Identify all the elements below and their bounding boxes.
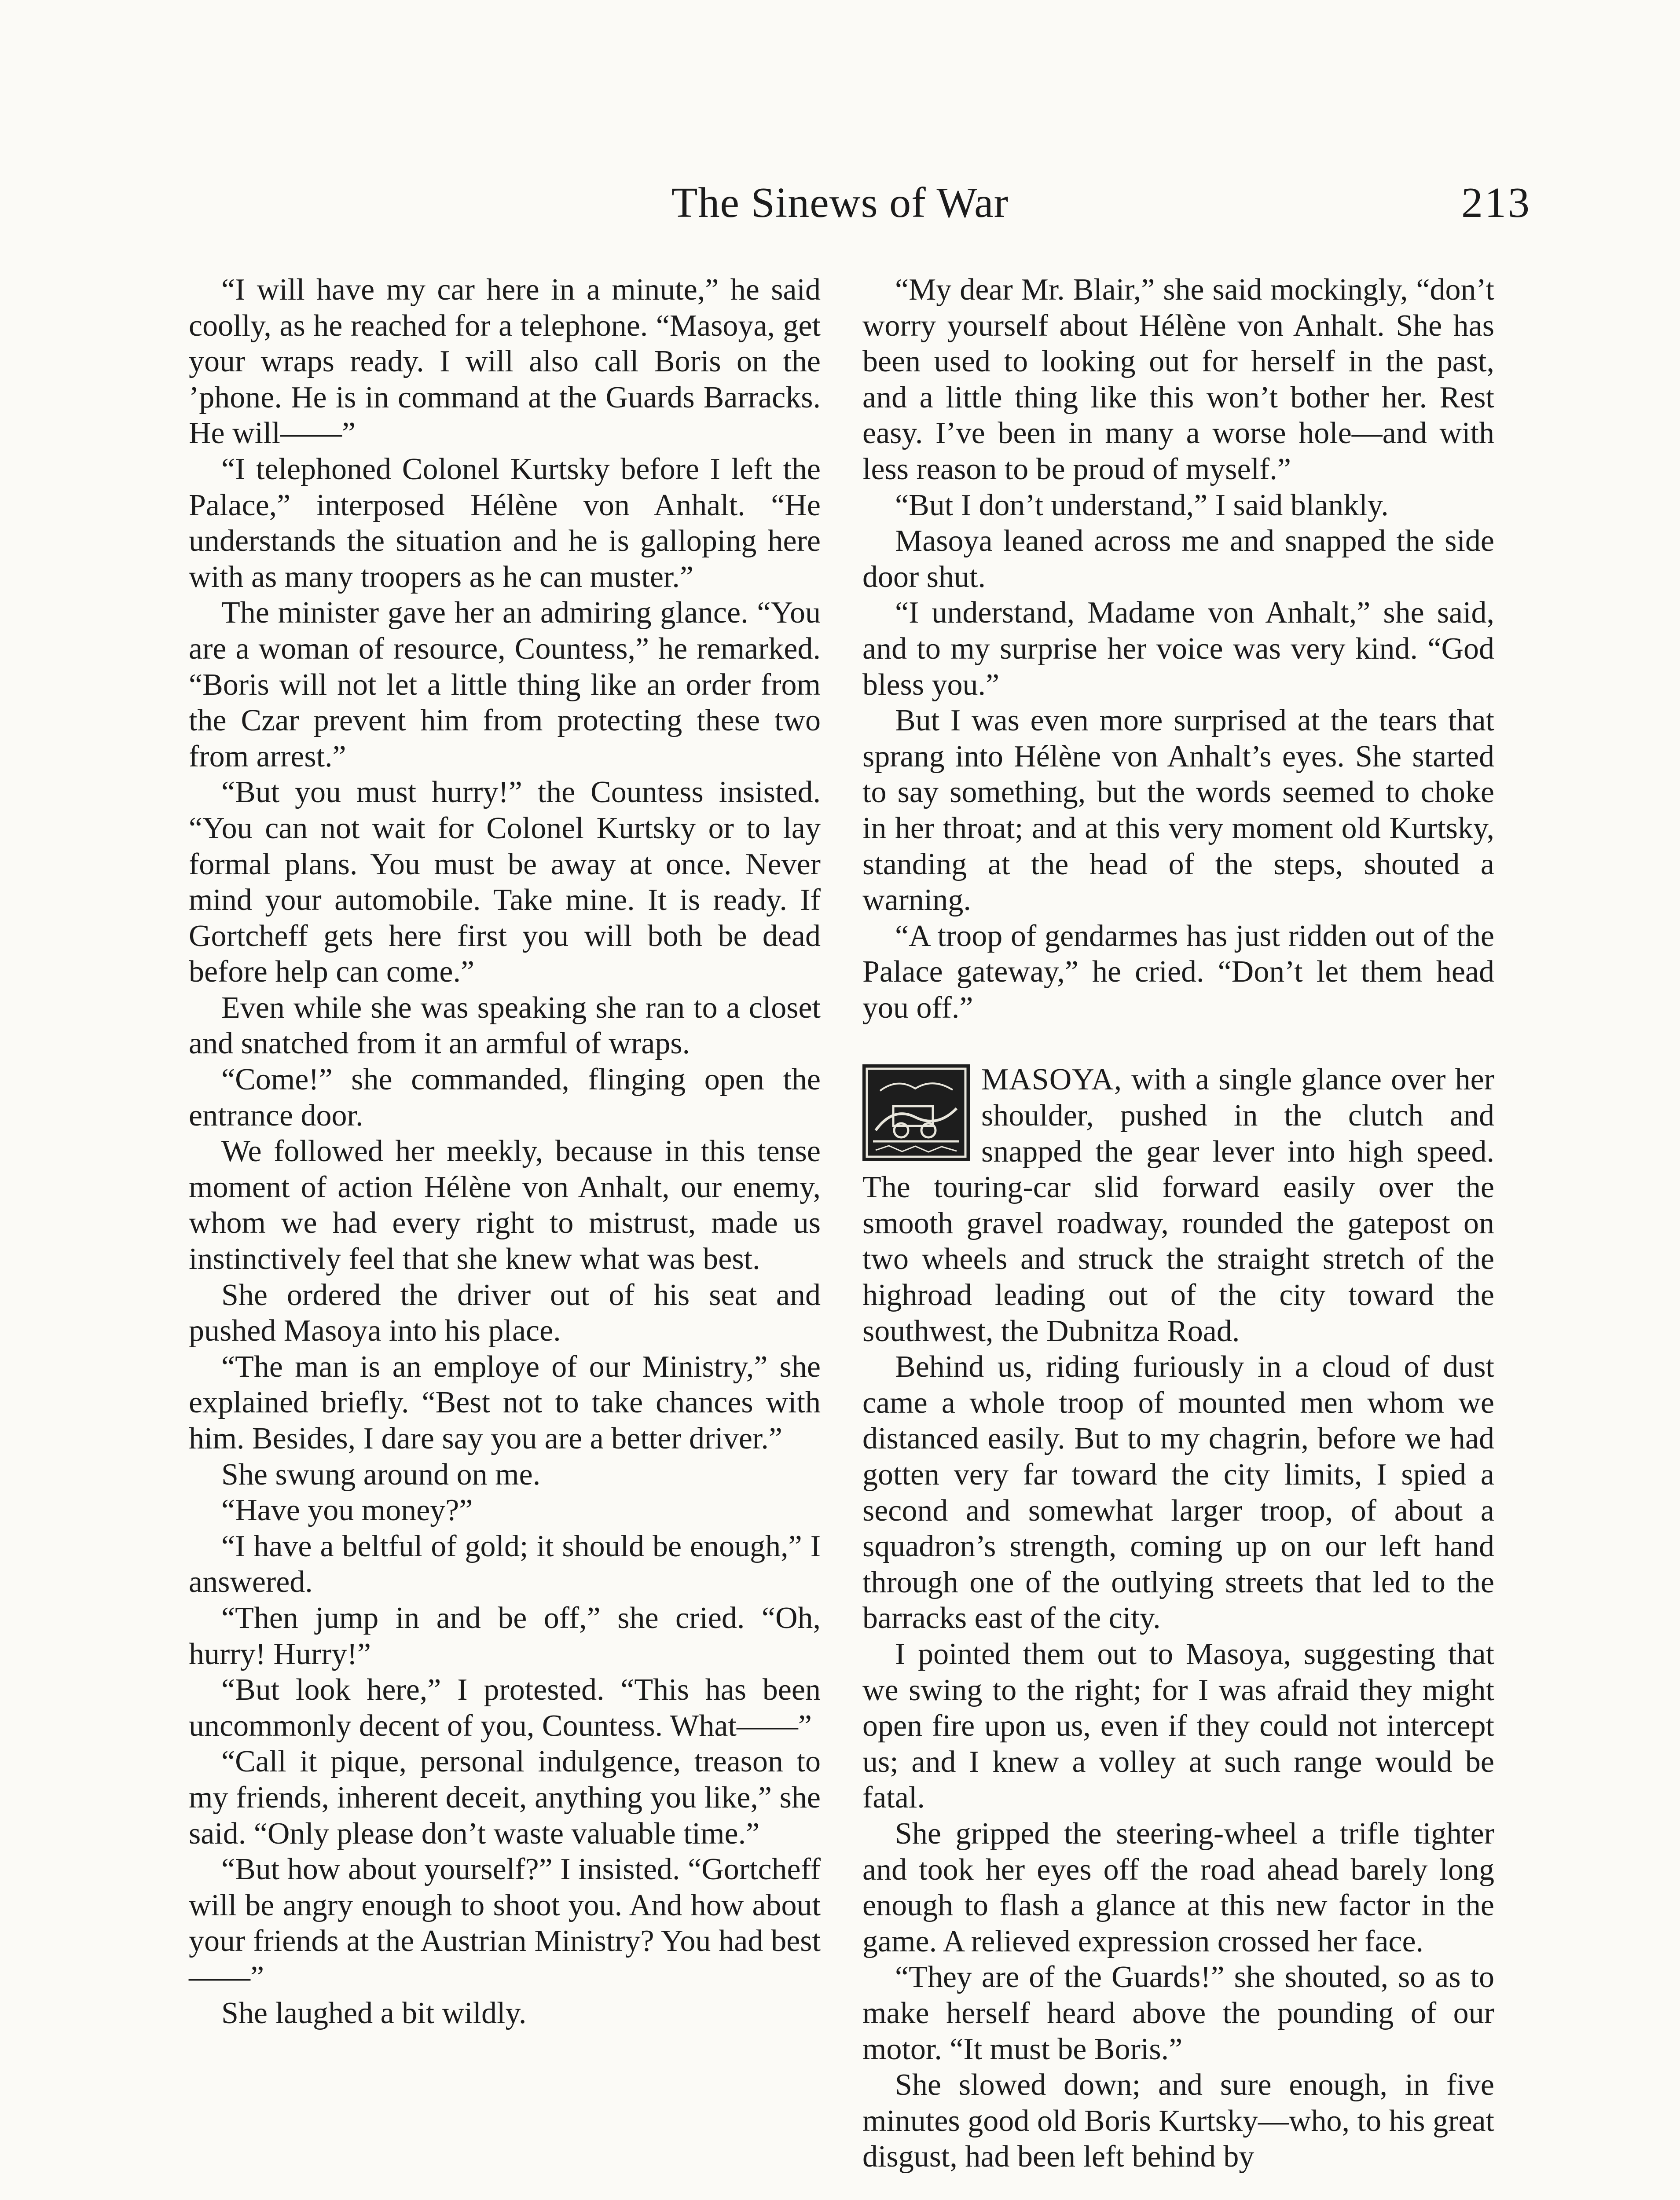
- running-header: [0, 178, 1680, 231]
- section-lead-text: with a single glance over her shoulder, pushed in the clutch and snapped the gear lever into high speed. The touring-car slid forward easily over the smooth gravel roadway, rounded the gatepost on two wheels and struck the straight stretch of the highroad leading out of the city toward the southwest, the Dubnitza Road.: [862, 1063, 1494, 1348]
- section-opening-paragraph: [862, 1062, 1494, 1349]
- paragraph: “I understand, Madame von Anhalt,” she said, and to my surprise her voice was very kind. “God bless you.”: [862, 596, 1494, 702]
- paragraph: “The man is an employe of our Ministry,” she explained briefly. “Best not to take chances with him. Besides, I dare say you are a better driver.”: [189, 1349, 821, 1456]
- paragraph: “Have you money?”: [221, 1493, 473, 1528]
- paragraph: “Then jump in and be off,” she cried. “Oh, hurry! Hurry!”: [189, 1601, 821, 1671]
- paragraph: She gripped the steering-wheel a trifle tighter and took her eyes off the road ahead barely long enough to flash a glance at this new factor in the game. A relieved expression crossed her face.: [862, 1816, 1494, 1958]
- paragraph: “But how about yourself?” I insisted. “Gortcheff will be angry enough to shoot you. And how about your friends at the Austrian Ministry? You had best——”: [189, 1852, 821, 1994]
- paragraph: “My dear Mr. Blair,” she said mockingly, “don’t worry yourself about Hélène von Anhalt. She has been used to looking out for herself in the past, and a little thing like this won’t bother her. Rest easy. I’ve been in many a worse hole—and with less reason to be proud of myself.”: [862, 273, 1494, 486]
- paragraph: Masoya leaned across me and snapped the side door shut.: [862, 524, 1494, 594]
- right-column: [862, 272, 1494, 2175]
- paragraph: I pointed them out to Masoya, suggesting that we swing to the right; for I was afraid they might open fire upon us, even if they could not intercept us; and I knew a volley at such range would be fatal.: [862, 1637, 1494, 1815]
- running-title: The Sinews of War: [671, 179, 1009, 227]
- page-number: 213: [1461, 179, 1531, 227]
- paragraph: “They are of the Guards!” she shouted, so as to make herself heard above the pounding of our motor. “It must be Boris.”: [862, 1960, 1494, 2066]
- paragraph: “But I don’t understand,” I said blankly.: [895, 488, 1389, 522]
- paragraph: “I will have my car here in a minute,” he said coolly, as he reached for a telephone. “Masoya, get your wraps ready. I will also call Boris on the ’phone. He is in command at the Guards Barracks. He will——”: [189, 273, 821, 451]
- paragraph: The minister gave her an admiring glance. “You are a woman of resource, Countess,” he remarked. “Boris will not let a little thing like an order from the Czar prevent him from protecting these two from arrest.”: [189, 596, 821, 774]
- paragraph: She swung around on me.: [221, 1457, 541, 1492]
- paragraph: “Come!” she commanded, flinging open the entrance door.: [189, 1063, 821, 1133]
- paragraph: “Call it pique, personal indulgence, treason to my friends, inherent deceit, anything you like,” she said. “Only please don’t waste valuable time.”: [189, 1745, 821, 1851]
- paragraph: But I was even more surprised at the tears that sprang into Hélène von Anhalt’s eyes. She started to say something, but the words seemed to choke in her throat; and at this very moment old Kurtsky, standing at the head of the steps, shouted a warning.: [862, 704, 1494, 917]
- paragraph: “I have a beltful of gold; it should be enough,” I answered.: [189, 1529, 821, 1599]
- paragraph: She ordered the driver out of his seat and pushed Masoya into his place.: [189, 1278, 821, 1348]
- section-lead-word: MASOYA,: [981, 1063, 1122, 1097]
- paragraph: Even while she was speaking she ran to a closet and snatched from it an armful of wraps.: [189, 990, 821, 1061]
- left-column: [189, 272, 821, 2031]
- paragraph: “But look here,” I protested. “This has been uncommonly decent of you, Countess. What——”: [189, 1673, 821, 1743]
- paragraph: She slowed down; and sure enough, in five minutes good old Boris Kurtsky—who, to his great disgust, had been left behind by: [862, 2068, 1494, 2174]
- paragraph: “I telephoned Colonel Kurtsky before I left the Palace,” interposed Hélène von Anhalt. “He understands the situation and he is galloping here with as many troopers as he can muster.”: [189, 452, 821, 594]
- paragraph: We followed her meekly, because in this tense moment of action Hélène von Anhalt, our enemy, whom we had every right to mistrust, made us instinctively feel that she knew what was best.: [189, 1134, 821, 1276]
- paragraph: Behind us, riding furiously in a cloud of dust came a whole troop of mounted men whom we distanced easily. But to my chagrin, before we had gotten very far toward the city limits, I spied a second and somewhat larger troop, of about a squadron’s strength, coming up on our left hand through one of the outlying streets that led to the barracks east of the city.: [862, 1350, 1494, 1635]
- paragraph: “But you must hurry!” the Countess insisted. “You can not wait for Colonel Kurtsky or to lay formal plans. You must be away at once. Never mind your automobile. Take mine. It is ready. If Gortcheff gets here first you will both be dead before help can come.”: [189, 775, 821, 989]
- decorative-initial-ornament-icon: [862, 1064, 970, 1161]
- paragraph: She laughed a bit wildly.: [221, 1996, 527, 2030]
- paragraph: “A troop of gendarmes has just ridden out of the Palace gateway,” he cried. “Don’t let them head you off.”: [862, 919, 1494, 1025]
